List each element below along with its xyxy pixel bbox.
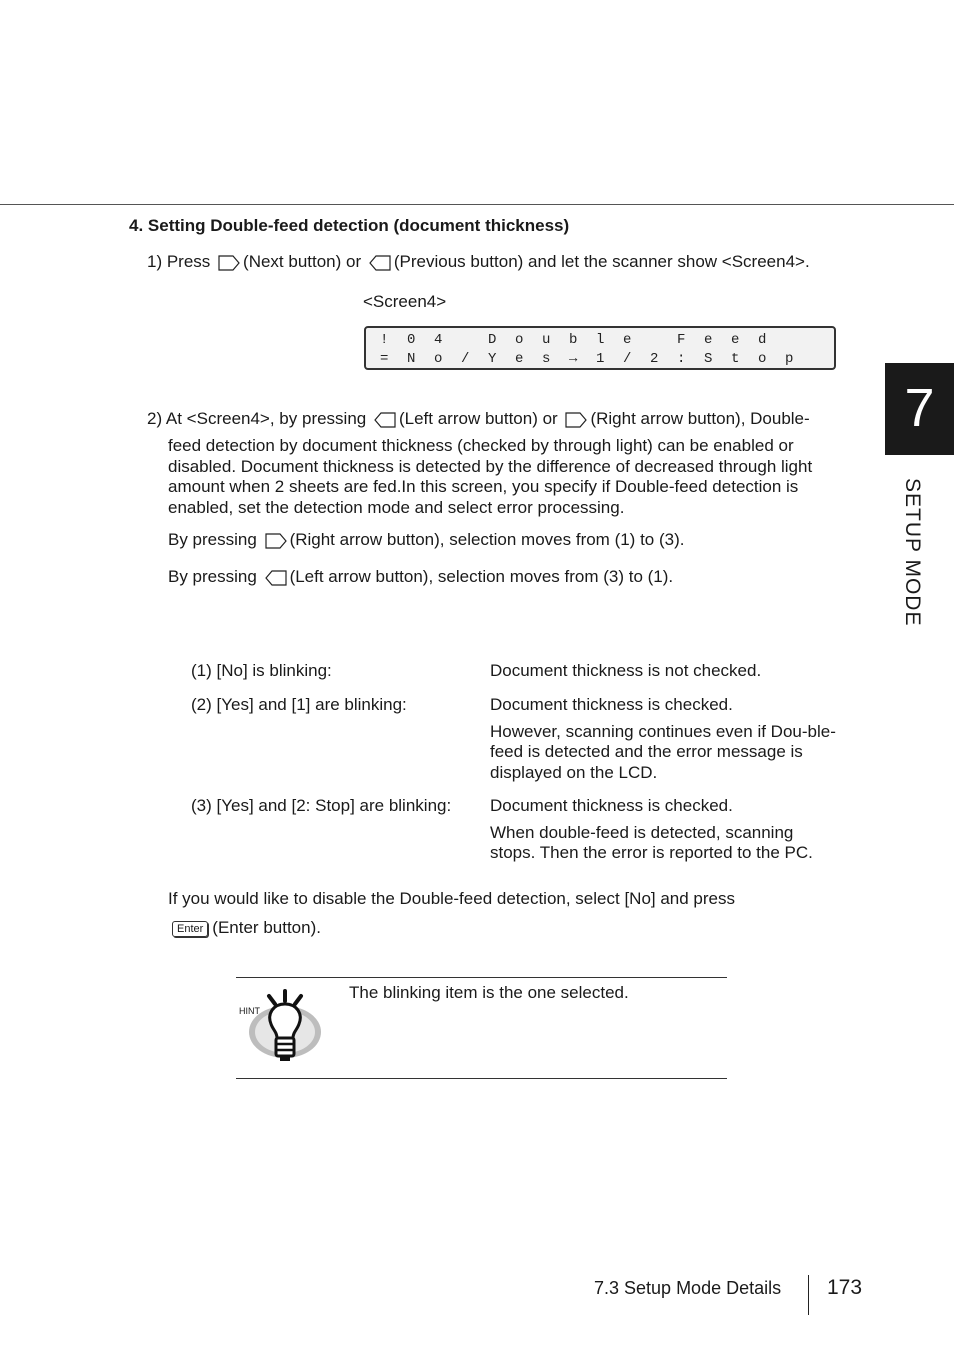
previous-button-icon [368,254,392,272]
option-3-line-1: Document thickness is checked. [490,796,733,815]
lcd-row-1-char [461,332,488,348]
option-3-desc [490,796,840,864]
lcd-row-2-char: / [461,351,470,367]
lcd-row-1-char: ! [380,332,389,348]
option-3-line-2: When double-feed is detected, scanning stops. Then the error is reported to the PC. [490,822,813,862]
footer-section-title: 7.3 Setup Mode Details [594,1278,782,1298]
lcd-row-1-char: D [488,332,497,348]
option-2-line-2: However, scanning continues even if Dou-ble-feed is detected and the error message is displayed on the LCD. [490,721,836,782]
lcd-row-1-char: o [515,332,524,348]
left-press-text: (Left arrow button), selection moves from (3) to (1). [289,567,674,586]
lcd-row-2-char: o [434,351,443,367]
hint-label: HINT [239,1006,260,1016]
lcd-row-1-char: u [542,332,551,348]
lcd-row-1-char: e [623,332,632,348]
lcd-row-1-char: d [758,332,767,348]
lcd-row-2-char: S [704,351,713,367]
hint-text: The blinking item is the one selected. [349,983,629,1002]
lcd-display [364,326,836,370]
lcd-row-2-char: / [623,351,632,367]
chapter-number: 7 [904,378,935,438]
step1-line [147,252,810,272]
lcd-row-2-char: → [569,351,578,367]
enter-key-icon: Enter [172,921,208,937]
lightbulb-icon [245,988,325,1064]
step2-right-label: (Right arrow button), Double- [590,409,810,428]
chapter-side-title: SETUP MODE [901,478,924,627]
footer-divider [808,1275,809,1315]
lcd-row-1-char: e [704,332,713,348]
lcd-row-2-char: 2 [650,351,659,367]
hint-bottom-rule [236,1078,727,1079]
lcd-row-2-char: p [785,351,794,367]
left-press-line [168,567,673,587]
lcd-row-1-char [812,332,839,348]
lcd-row-1-char [785,332,812,348]
right-arrow-button-icon [564,411,588,429]
step1-prev-label: (Previous button) and let the scanner show <Screen4>. [393,252,810,271]
lcd-row-2 [380,351,839,367]
option-2-line-1: Document thickness is checked. [490,695,733,714]
lcd-row-1-char: F [677,332,686,348]
section-heading: 4. Setting Double-feed detection (document thickness) [129,216,570,235]
lcd-row-2-char: N [407,351,416,367]
enter-label: (Enter button). [212,918,321,937]
lcd-row-2-char: o [758,351,767,367]
page-number: 173 [827,1276,863,1299]
option-1-line-1: Document thickness is not checked. [490,661,762,680]
option-2-desc [490,695,840,783]
option-1-desc [490,661,840,682]
lcd-row-2-char: 1 [596,351,605,367]
lcd-row-1-char: 4 [434,332,443,348]
lcd-row-2-char: = [380,351,389,367]
lcd-row-2-char: e [515,351,524,367]
step2-prefix: 2) At <Screen4>, by pressing [147,409,367,428]
lcd-row-2-char: s [542,351,551,367]
lcd-row-1-char: 0 [407,332,416,348]
next-button-icon [217,254,241,272]
lcd-row-1-char: b [569,332,578,348]
left-press-prefix: By pressing [168,567,257,586]
lcd-row-1 [380,332,839,348]
right-arrow-button-icon [264,532,288,550]
lcd-row-1-char: l [596,332,605,348]
screen-label: <Screen4> [363,292,447,311]
step2-left-label: (Left arrow button) or [398,409,558,428]
disable-note: If you would like to disable the Double-feed detection, select [No] and press [168,889,736,908]
enter-line [172,918,321,938]
lcd-row-1-char [650,332,677,348]
left-arrow-button-icon [373,411,397,429]
lcd-row-2-char: Y [488,351,497,367]
step2-line [147,409,810,429]
step2-body: feed detection by document thickness (checked by through light) can be enabled or disabled. Document thickness is detected by the difference of decreased through light amount when 2 sheets are fed.In this screen, you specify if Double-feed detection is enabled, set the detection mode and select error processing. [168,436,813,517]
lcd-row-2-char: : [677,351,686,367]
option-3-label: (3) [Yes] and [2: Stop] are blinking: [191,796,452,815]
right-press-line [168,530,684,550]
step1-prefix: 1) Press [147,252,211,271]
option-1-label: (1) [No] is blinking: [191,661,332,680]
step1-next-label: (Next button) or [243,252,362,271]
hint-top-rule [236,977,727,978]
option-2-label: (2) [Yes] and [1] are blinking: [191,695,407,714]
lcd-row-1-char: e [731,332,740,348]
right-press-text: (Right arrow button), selection moves from (1) to (3). [289,530,685,549]
right-press-prefix: By pressing [168,530,257,549]
lcd-row-2-char: t [731,351,740,367]
lcd-row-2-char [812,351,839,367]
header-rule [0,204,954,205]
left-arrow-button-icon [264,569,288,587]
